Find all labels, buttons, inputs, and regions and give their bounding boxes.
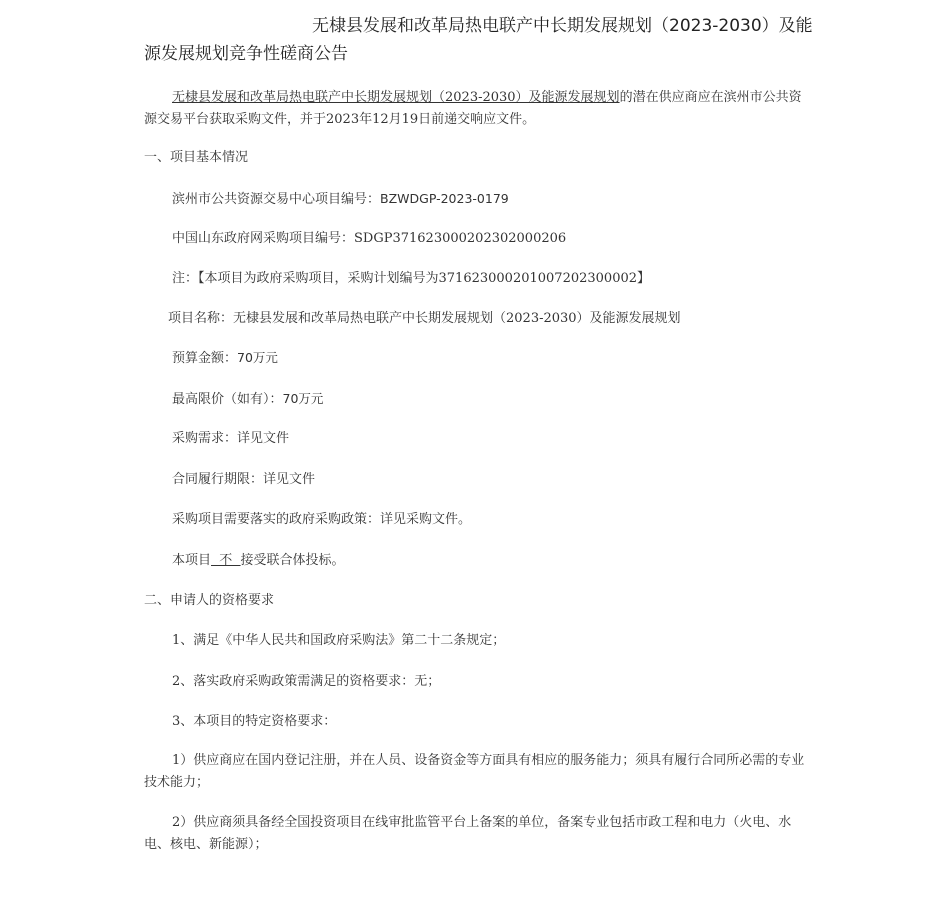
gov-project-number: 中国山东政府网采购项目编号：SDGP371623000202302000206 <box>172 231 567 246</box>
page-title: 无棣县发展和改革局热电联产中长期发展规划（2023-2030）及能源发展规划竞争性磋商公告 <box>144 16 813 64</box>
consortium-statement <box>144 550 814 572</box>
plan-number-note: 注：【本项目为政府采购项目，采购计划编号为371623000201007202300002】 <box>172 271 651 286</box>
budget-label: 预算金额： <box>172 351 238 366</box>
max-price <box>144 388 814 411</box>
requirement-item-1: 1、满足《中华人民共和国政府采购法》第二十二条规定； <box>172 633 506 648</box>
center-project-number-value: BZWDGP-2023-0179 <box>380 191 509 206</box>
budget-value: 70万元 <box>237 350 278 365</box>
intro-text: 的潜在供应商应在滨州市公共资源交易平台获取采购文件，并于2023年12月19日前递交响应文件。 <box>144 90 802 127</box>
consortium-suffix: 接受联合体投标。 <box>240 553 345 568</box>
contract-period: 合同履行期限：详见文件 <box>172 472 316 487</box>
requirement-sub-2: 2）供应商须具备经全国投资项目在线审批监管平台上备案的单位，备案专业包括市政工程和电力（火电、水电、核电、新能源）； <box>144 815 792 852</box>
budget-amount <box>144 347 814 370</box>
max-price-value: 70万元 <box>282 391 324 406</box>
section1-heading: 一、项目基本情况 <box>144 150 249 165</box>
center-project-number <box>144 188 814 211</box>
requirement-sub-1: 1）供应商应在国内登记注册，并在人员、设备资金等方面具有相应的服务能力；须具有履行合同所必需的专业技术能力； <box>144 753 805 790</box>
center-project-number-label: 滨州市公共资源交易中心项目编号： <box>172 192 381 207</box>
procurement-policy: 采购项目需要落实的政府采购政策：详见采购文件。 <box>172 512 472 527</box>
consortium-prefix: 本项目 <box>172 553 212 568</box>
section2-heading: 二、申请人的资格要求 <box>144 593 275 608</box>
max-price-label: 最高限价（如有）： <box>172 392 283 407</box>
procurement-demand: 采购需求：详见文件 <box>172 431 290 446</box>
requirement-item-3: 3、本项目的特定资格要求： <box>172 714 337 729</box>
intro-paragraph <box>144 87 814 131</box>
project-link: 无棣县发展和改革局热电联产中长期发展规划（2023-2030）及能源发展规划 <box>172 90 620 105</box>
requirement-item-2: 2、落实政府采购政策需满足的资格要求：无； <box>172 674 441 689</box>
project-name: 项目名称：无棣县发展和改革局热电联产中长期发展规划（2023-2030）及能源发展规划 <box>168 311 681 326</box>
consortium-blank: 不 <box>211 553 241 568</box>
